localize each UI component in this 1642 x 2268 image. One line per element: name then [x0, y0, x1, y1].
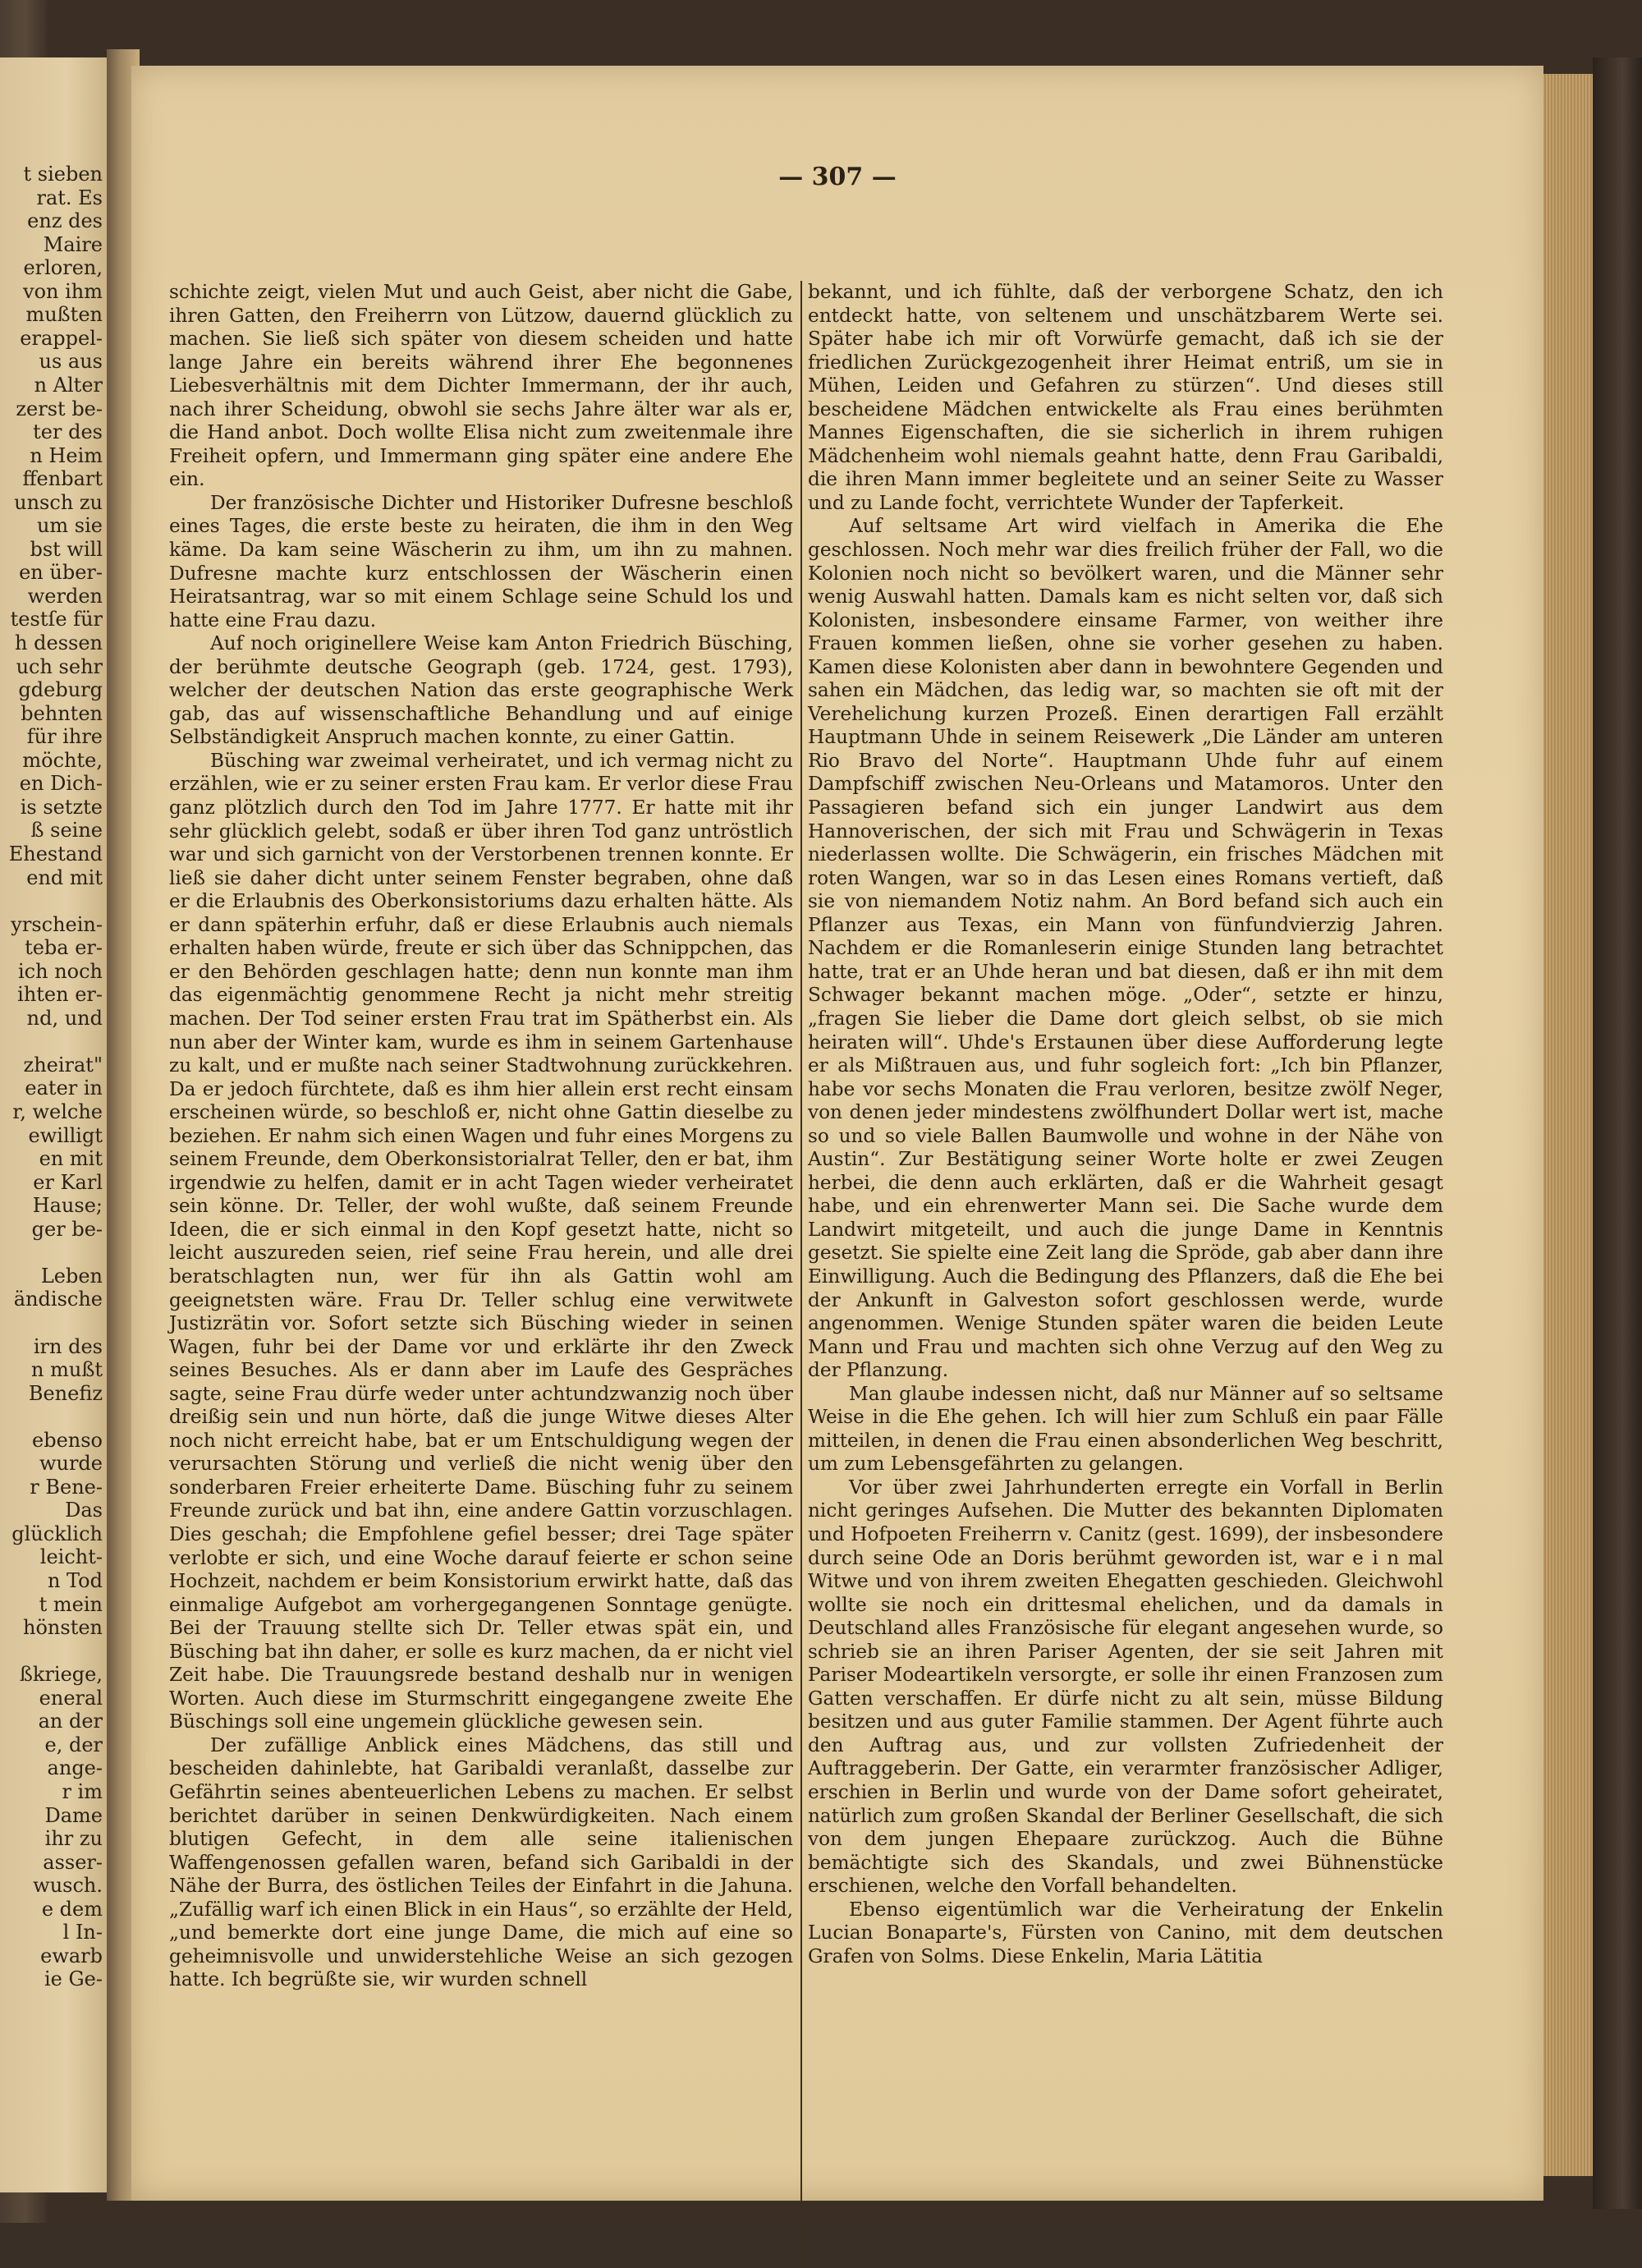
- left-page-fragment: leicht-: [39, 1545, 103, 1569]
- left-page-fragment: an der: [38, 1710, 103, 1733]
- left-page-fragment: r im: [62, 1779, 103, 1803]
- left-page-fragment: für ihre: [26, 725, 103, 749]
- left-page-fragment: bst will: [30, 537, 103, 561]
- left-page-fragment: Ehestand: [8, 842, 103, 865]
- left-page-fragment: l In-: [62, 1921, 103, 1944]
- left-page-fragment: ändische: [13, 1288, 103, 1311]
- left-page-fragment: ihten er-: [17, 983, 103, 1007]
- paragraph: Ebenso eigentümlich war die Verheiratung der Enkelin Lucian Bonaparte's, Fürsten von Canino, mit dem deutschen Grafen von Solms. Diese Enkelin, Maria Lätitia: [808, 1898, 1443, 1967]
- left-page-fragment: h dessen: [15, 631, 103, 654]
- left-page-fragment: asser-: [43, 1850, 103, 1874]
- left-page-fragment: ebenso: [32, 1428, 103, 1452]
- left-page-fragment: Hause;: [32, 1194, 103, 1218]
- left-page-fragment: hönsten: [23, 1616, 103, 1640]
- left-page-fragment: eater in: [25, 1077, 103, 1100]
- left-page-fragment: Maire: [43, 232, 103, 256]
- left-page-fragment: gdeburg: [18, 678, 103, 702]
- right-column: [808, 281, 1443, 1968]
- left-page-fragment: Leben: [40, 1264, 103, 1288]
- left-page-fragment: zerst be-: [16, 397, 103, 420]
- left-page-fragment: ange-: [47, 1756, 103, 1780]
- left-page-fragment: ewilligt: [28, 1123, 103, 1147]
- left-page-fragment: er Karl: [33, 1170, 103, 1194]
- left-page-fragment: ie Ge-: [44, 1967, 103, 1991]
- page-stack-edge: [1543, 74, 1593, 2176]
- left-page-fragment: Dame: [44, 1803, 103, 1827]
- left-page-fragment: werden: [27, 584, 103, 608]
- left-page-fragment: enz des: [27, 209, 103, 233]
- left-page-fragment: en mit: [39, 1147, 103, 1171]
- left-page-fragment: ßkriege,: [19, 1663, 103, 1687]
- paragraph: Der französische Dichter und Historiker Dufresne beschloß eines Tages, die erste beste zu heiraten, die ihm in den Weg käme. Da kam seine Wäscherin zu ihm, um ihn zu mahnen. Dufresne machte kurz entschlossen der Wäscherin einen Heiratsantrag, war so mit einem Schlage seine Schuld los und hatte eine Frau dazu.: [169, 491, 793, 631]
- left-page-fragment: ffenbart: [22, 467, 103, 491]
- left-page-fragment: ewarb: [40, 1944, 103, 1967]
- left-page-fragment: n Tod: [47, 1569, 103, 1592]
- left-page-fragment: wurde: [39, 1452, 103, 1476]
- paragraph: Der zufällige Anblick eines Mädchens, das still und bescheiden dahinlebte, hat Garibaldi veranlaßt, dasselbe zur Gefährtin seines abenteuerlichen Lebens zu machen. Er selbst berichtet darüber in seinen Denkwürdigkeiten. Nach einem blutigen Gefecht, in dem alle seine italienischen Waffengenossen gefallen waren, befand sich Garibaldi in der Nähe der Burra, des östlichen Teiles der Einfahrt in die Jahuna. „Zufällig warf ich einen Blick in ein Haus“, so erzählte der Held, „und bemerkte dort eine junge Dame, die mich auf eine so geheimnisvolle und unwiderstehliche Weise an sich gezogen hatte. Ich begrüßte sie, wir wurden schnell: [169, 1733, 793, 1991]
- left-page-fragment: teba er-: [25, 936, 103, 960]
- left-page-fragment: zheirat": [23, 1053, 103, 1077]
- paragraph: Auf seltsame Art wird vielfach in Amerika die Ehe geschlossen. Noch mehr war dies freilich früher der Fall, wo die Kolonien noch nicht so bevölkert waren, und die Männer sehr wenig Auswahl hatten. Damals kam es nicht selten vor, daß sich Kolonisten, insbesondere einsame Farmer, von weither ihre Frauen kommen ließen, ohne sie vorher gesehen zu haben. Kamen diese Kolonisten aber dann in bewohntere Gegenden und sahen ein Mädchen, das ledig war, so machten sie oft mit der Verehelichung kurzen Prozeß. Einen derartigen Fall erzählt Hauptmann Uhde in seinem Reisewerk „Die Länder am unteren Rio Bravo del Norte“. Hauptmann Uhde fuhr auf einem Dampfschiff zwischen Neu-Orleans und Matamoros. Unter den Passagieren befand sich ein junger Landwirt aus dem Hannoverischen, der sich mit Frau und Schwägerin in Texas niederlassen wollte. Die Schwägerin, ein frisches Mädchen mit roten Wangen, war so in das Lesen eines Romans vertieft, daß sie von niemandem Notiz nahm. An Bord befand sich auch ein Pflanzer aus Texas, ein Mann von fünfundvierzig Jahren. Nachdem er die Romanleserin einige Stunden lang betrachtet hatte, trat er an Uhde heran und bat diesen, daß er ihn mit dem Schwager bekannt machen möge. „Oder“, setzte er hinzu, „fragen Sie lieber die Dame dort gleich selbst, ob sie mich heiraten will“. Uhde's Erstaunen über diese Aufforderung legte er als Mißtrauen aus, und fuhr sogleich fort: „Ich bin Pflanzer, habe vor sechs Monaten die Frau verloren, besitze zwölf Neger, von denen jeder mindestens zwölfhundert Dollar wert ist, mache so und so viele Ballen Baumwolle und wohne in der Nähe von Austin“. Zur Bestätigung seiner Worte holte er zwei Zeugen herbei, die denn auch erklärten, daß er die Wahrheit gesagt habe, und ein ehrenwerter Mann sei. Die Sache wurde dem Landwirt mitgeteilt, und auch die junge Dame in Kenntnis gesetzt. Sie spielte eine Zeit lang die Spröde, gab aber dann ihre Einwilligung. Auch die Bedingung des Pflanzers, daß die Ehe bei der Ankunft in Galveston sofort geschlossen werde, wurde angenommen. Wenige Stunden später waren die beiden Leute Mann und Frau und machten sich ohne Verzug auf den Weg zu der Pflanzung.: [808, 515, 1443, 1382]
- left-page-fragment: um sie: [36, 514, 103, 538]
- left-page-fragment: Das: [65, 1499, 103, 1522]
- left-page-fragment: erappel-: [20, 326, 103, 350]
- left-page-fragment: möchte,: [22, 748, 103, 772]
- left-page-fragment: n Alter: [34, 373, 103, 397]
- paragraph: Büsching war zweimal verheiratet, und ich vermag nicht zu erzählen, wie er zu seiner ersten Frau kam. Er verlor diese Frau ganz plötzlich durch den Tod im Jahre 1777. Er hatte mit ihr sehr glücklich gelebt, sodaß er über ihren Tod ganz untröstlich war und sich garnicht von der Verstorbenen trennen konnte. Er ließ sie daher dicht unter seinem Fenster begraben, ohne daß er die Erlaubnis des Oberkonsistoriums dazu erhalten hätte. Als er dann späterhin erfuhr, daß er diese Erlaubnis auch niemals erhalten haben würde, freute er sich über das Schnippchen, das er den Behörden geschlagen hatte; denn nun konnte man ihm das eigenmächtig genommene Recht ja nicht mehr streitig machen. Der Tod seiner ersten Frau trat im Spätherbst ein. Als nun aber der Winter kam, wurde es ihm in seinem Gartenhause zu kalt, und er mußte nach seiner Stadtwohnung zurückkehren. Da er jedoch fürchtete, daß es ihm hier allein erst recht einsam erscheinen würde, so beschloß er, nicht ohne Gattin dieselbe zu beziehen. Er nahm sich einen Wagen und fuhr eines Morgens zu seinem Freunde, dem Oberkonsistorialrat Teller, den er bat, ihm irgendwie zu helfen, damit er in acht Tagen wieder verheiratet sein könne. Dr. Teller, der wohl wußte, daß seinem Freunde Ideen, die er sich einmal in den Kopf gesetzt hatte, nicht so leicht auszureden seien, rief seine Frau herein, und alle drei beratschlagten nun, wer für ihn als Gattin wohl am geeignetsten wäre. Frau Dr. Teller schlug eine verwitwete Justizrätin vor. Sofort setzte sich Büsching wieder in seinen Wagen, fuhr bei der Dame vor und erklärte ihr den Zweck seines Besuches. Als er dann aber im Laufe des Gespräches sagte, seine Frau dürfe weder unter achtundzwanzig noch über dreißig sein und nun hörte, daß die junge Witwe dieses Alter noch nicht erreicht habe, bat er um Entschuldigung wegen der verursachten Störung und verließ die nicht wenig über den sonderbaren Freier erheiterte Dame. Büsching fuhr zu seinem Freunde zurück und bat ihn, eine andere Gattin vorzuschlagen. Dies geschah; die Empfohlene gefiel besser; drei Tage später verlobte er sich, und eine Woche darauf feierte er schon seine Hochzeit, nachdem er beim Konsistorium erwirkt hatte, daß das einmalige Aufgebot am vorhergegangenen Sonntage genügte. Bei der Trauung stellte sich Dr. Teller etwas spät ein, und Büsching bat ihn daher, er solle es kurz machen, da er nicht viel Zeit habe. Die Trauungsrede bestand deshalb nur in wenigen Worten. Auch diese im Sturmschritt eingegangene zweite Ehe Büschings soll eine ungemein glückliche gewesen sein.: [169, 749, 793, 1733]
- left-page-fragment: r Bene-: [30, 1475, 103, 1499]
- left-page-fragment: en über-: [19, 561, 103, 585]
- left-page-fragment: nd, und: [26, 1006, 103, 1030]
- left-page-fragment: r, welche: [12, 1100, 103, 1123]
- left-page-fragment: wusch.: [33, 1874, 103, 1898]
- left-page-fragment: n Heim: [30, 443, 103, 467]
- left-page-fragment: irn des: [33, 1334, 103, 1358]
- paragraph: Vor über zwei Jahrhunderten erregte ein Vorfall in Berlin nicht geringes Aufsehen. Die Mutter des bekannten Diplomaten und Hofpoeten Freiherrn v. Canitz (gest. 1699), der insbesondere durch seine Ode an Doris berühmt geworden ist, war e i n mal Witwe und von ihrem zweiten Ehegatten geschieden. Gleichwohl wollte sie noch ein drittesmal ehelichen, und da damals in Deutschland alles Französische für elegant angesehen wurde, so schrieb sie an ihren Pariser Agenten, der sie seit Jahren mit Pariser Modeartikeln versorgte, er solle ihr einen Franzosen zum Gatten verschaffen. Er dürfe nicht zu alt sein, müsse Bildung besitzen und aus guter Familie stammen. Der Agent führte auch den Auftrag aus, und zur vollsten Zufriedenheit der Auftraggeberin. Der Gatte, ein verarmter französischer Adliger, erschien in Berlin und wurde von der Dame sofort geheiratet, natürlich zum großen Skandal der Berliner Gesellschaft, die sich von dem jungen Ehepaare zurückzog. Auch die Bühne bemächtigte sich des Skandals, und zwei Bühnenstücke erschienen, welche den Vorfall behandelten.: [808, 1476, 1443, 1898]
- left-page-fragment: yrschein-: [11, 912, 103, 936]
- left-page-fragment: n mußt: [31, 1358, 103, 1382]
- paragraph: Auf noch originellere Weise kam Anton Friedrich Büsching, der berühmte deutsche Geograph (geb. 1724, gest. 1793), welcher der deutschen Nation das erste geographische Werk gab, das auf wissenschaftliche Behandlung und auf einige Selbständigkeit Anspruch machen konnte, zu einer Gattin.: [169, 632, 793, 749]
- left-page-fragment: us aus: [39, 350, 103, 374]
- left-page-fragment: eneral: [39, 1686, 103, 1710]
- book-cover-edge: [1593, 57, 1642, 2209]
- left-page-fragment: e, der: [44, 1733, 103, 1756]
- left-page-fragment: uch sehr: [16, 654, 103, 678]
- left-page-fragment: ter des: [33, 420, 103, 444]
- page: [131, 66, 1543, 2201]
- column-divider: [800, 281, 802, 2268]
- left-page-fragment: is setzte: [20, 795, 103, 819]
- left-page-fragment: rat. Es: [36, 186, 103, 209]
- left-page-fragment: t mein: [39, 1592, 103, 1616]
- paragraph: schichte zeigt, vielen Mut und auch Geist, aber nicht die Gabe, ihren Gatten, den Freiherrn von Lützow, dauernd glücklich zu machen. Sie ließ sich später von diesem scheiden und hatte lange Jahre ein bereits während ihrer Ehe begonnenes Liebesverhältnis mit dem Dichter Immermann, der ihr auch, nach ihrer Scheidung, obwohl sie sechs Jahre älter war als er, die Hand anbot. Doch wollte Elisa nicht zum zweitenmale ihre Freiheit opfern, und Immermann ging später eine andere Ehe ein.: [169, 281, 793, 491]
- left-page-fragment: ihr zu: [44, 1827, 103, 1851]
- left-page-fragment: ich noch: [17, 959, 103, 983]
- left-page-fragment: unsch zu: [14, 490, 103, 514]
- left-page-fragment: ß seine: [30, 819, 103, 842]
- left-page-fragment: testſe für: [10, 608, 103, 631]
- left-page-fragment: ger be-: [31, 1217, 103, 1241]
- left-page-fragment: Benefiz: [28, 1381, 103, 1405]
- left-page-fragment: en Dich-: [19, 772, 103, 796]
- paragraph: Man glaube indessen nicht, daß nur Männer auf so seltsame Weise in die Ehe gehen. Ich will hier zum Schluß ein paar Fälle mitteilen, in denen die Frau einen absonderlichen Weg beschritt, um zum Lebensgefährten zu gelangen.: [808, 1382, 1443, 1476]
- left-page-fragment: glücklich: [11, 1522, 103, 1545]
- left-page-fragment: mußten: [25, 303, 103, 327]
- left-column: [169, 281, 793, 1992]
- left-page-fragment: end mit: [26, 865, 103, 889]
- page-number: — 307 —: [778, 163, 897, 191]
- left-page-fragment: von ihm: [23, 279, 103, 303]
- left-page-fragment: e dem: [41, 1897, 103, 1921]
- previous-page-edge: [0, 57, 111, 2192]
- left-page-fragment: erloren,: [23, 256, 103, 280]
- paragraph: bekannt, und ich fühlte, daß der verborgene Schatz, den ich entdeckt hatte, von seltenem und unschätzbarem Werte sei. Später habe ich mir oft Vorwürfe gemacht, daß ich sie der friedlichen Zurückgezogenheit ihrer Heimat entriß, um sie in Mühen, Leiden und Gefahren zu stürzen“. Und dieses still bescheidene Mädchen entwickelte als Frau eines berühmten Mannes Eigenschaften, die sie sicherlich in ihrem ruhigen Mädchenheim wohl niemals geahnt hatte, denn Frau Garibaldi, die ihren Mann immer begleitete und an seiner Seite zu Wasser und zu Lande focht, verrichtete Wunder der Tapferkeit.: [808, 281, 1443, 514]
- left-page-fragment: t sieben: [23, 163, 103, 186]
- left-page-fragment: behnten: [21, 701, 103, 725]
